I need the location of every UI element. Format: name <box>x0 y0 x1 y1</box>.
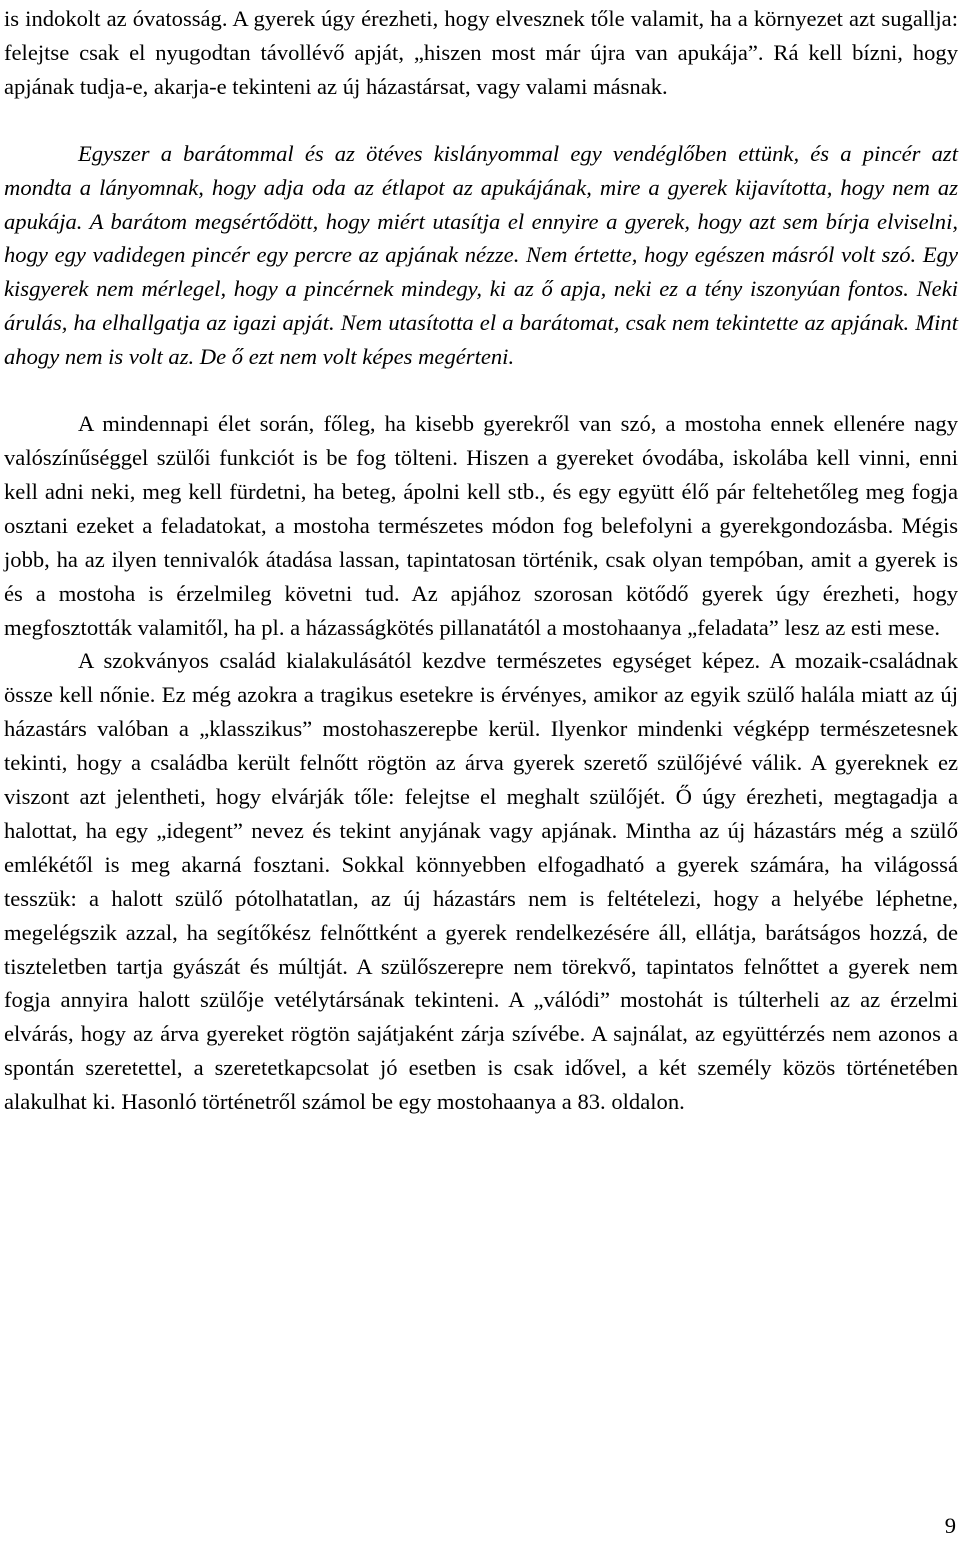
intro-paragraph: is indokolt az óvatosság. A gyerek úgy érezheti, hogy elvesznek tőle valamit, ha a környezet azt sugallja: felejtse csak el nyugodtan távollévő apját, „hiszen most már újra van apukája”. Rá kell bízni, hogy apjának tudja-e, akarja-e tekinteni az új házastársat, vagy valami másnak. <box>4 6 958 99</box>
body-paragraph-daily-life: A mindennapi élet során, főleg, ha kisebb gyerekről van szó, a mostoha ennek ellenére nagy valószínűséggel szülői funkciót is be fog tölteni. Hiszen a gyereket óvodába, iskolába kell vinni, enni kell adni neki, meg kell fürdetni, ha beteg, ápolni kell stb., és egy együtt élő pár feltehetőleg meg fogja osztani ezeket a feladatokat, a mostoha természetes módon fog belefolyni a gyerekgondozásba. Mégis jobb, ha az ilyen tennivalók átadása lassan, tapintatosan történik, csak olyan tempóban, amit a gyerek is és a mostoha is érzelmileg követni tud. Az apjához szorosan kötődő gyerek úgy érezheti, hogy megfosztották valamitől, ha pl. a házasságkötés pillanatától a mostohaanya „feladata” lesz az esti mese. <box>4 411 958 640</box>
page-number: 9 <box>944 1513 956 1538</box>
italic-anecdote-paragraph: Egyszer a barátommal és az ötéves kislányommal egy vendéglőben ettünk, és a pincér azt mondta a lányomnak, hogy adja oda az étlapot az apukájának, mire a gyerek kijavította, hogy nem az apukája. A barátom megsértődött, hogy miért utasítja el ennyire a gyerek, hogy azt sem bírja elviselni, hogy egy vadidegen pincér egy percre az apjának nézze. Nem értette, hogy egészen másról volt szó. Egy kisgyerek nem mérlegel, hogy a pincérnek mindegy, ki az ő apja, neki ez a tény iszonyúan fontos. Neki árulás, ha elhallgatja az igazi apját. Nem utasította el a barátomat, csak nem tekintette az apjának. Mint ahogy nem is volt az. De ő ezt nem volt képes megérteni. <box>4 140 958 370</box>
body-paragraph-family-unity: A szokványos család kialakulásától kezdve természetes egységet képez. A mozaik-családnak össze kell nőnie. Ez még azokra a tragikus esetekre is érvényes, amikor az egyik szülő halála miatt az új házastárs valóban a „klasszikus” mostohaszerepbe kerül. Ilyenkor mindenki végképp természetesnek tekinti, hogy a családba került felnőtt rögtön az árva gyerek szerető szülőjévé válik. A gyereknek ez viszont azt jelentheti, hogy elvárják tőle: felejtse el meghalt szülőjét. Ő úgy érezheti, megtagadja a halottat, ha egy „idegent” nevez és tekint anyjának vagy apjának. Mintha az új házastárs még a szülő emlékétől is meg akarná fosztani. Sokkal könnyebben elfogadható a gyerek számára, ha világossá tesszük: a halott szülő pótolhatatlan, az új házastárs nem is feltételezi, hogy a helyébe léphetne, megelégszik azzal, ha segítőkész felnőttként a gyerek rendelkezésére áll, ellátja, barátságos hozzá, de tiszteletben tartja gyászát és múltját. A szülőszerepre nem törekvő, tapintatos felnőttet a gyerek nem fogja annyira halott szülője vetélytársának tekinteni. A „válódi” mostohát is túlterheli az az érzelmi elvárás, hogy az árva gyereket rögtön sajátjaként zárja szívébe. A sajnálat, az együttérzés nem azonos a spontán szeretettel, a szeretetkapcsolat jó esetben is csak idővel, a két személy közös történetében alakulhat ki. Hasonló történetről számol be egy mostohaanya a 83. oldalon. <box>4 648 958 1115</box>
document-page <box>4 2 958 1119</box>
